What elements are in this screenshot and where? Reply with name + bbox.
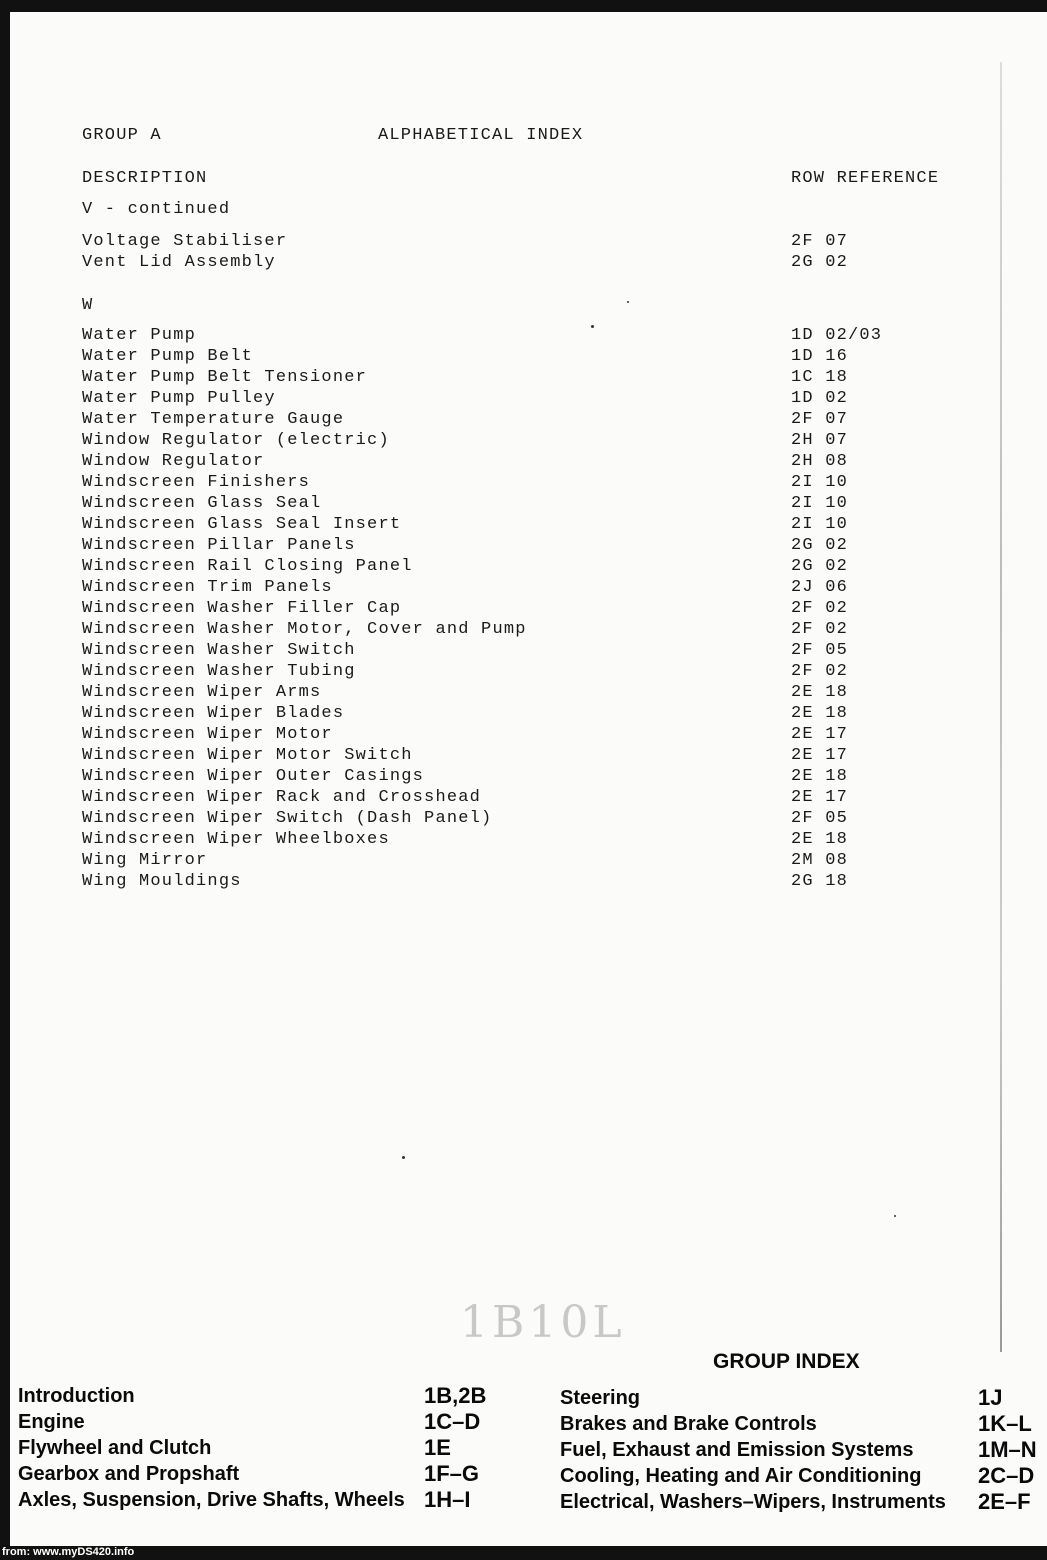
index-row-reference: 2F 02 bbox=[791, 599, 849, 618]
index-row bbox=[82, 829, 982, 850]
index-description: Windscreen Washer Switch bbox=[82, 641, 356, 660]
index-row bbox=[82, 682, 982, 703]
group-index-entry bbox=[18, 1409, 538, 1435]
index-row-reference: 2E 18 bbox=[791, 683, 849, 702]
index-description: Windscreen Trim Panels bbox=[82, 578, 333, 597]
index-row bbox=[82, 556, 982, 577]
group-index-code: 1C–D bbox=[424, 1409, 481, 1434]
index-row bbox=[82, 231, 982, 252]
index-row-reference: 2I 10 bbox=[791, 494, 849, 513]
column-header-row-reference: ROW REFERENCE bbox=[791, 169, 940, 188]
group-index-code: 1B,2B bbox=[424, 1383, 487, 1408]
source-footer: from: www.myDS420.info bbox=[2, 1546, 135, 1558]
document-page bbox=[10, 12, 1047, 1546]
index-description: Windscreen Finishers bbox=[82, 473, 311, 492]
index-row-reference: 2I 10 bbox=[791, 515, 849, 534]
group-index-entry bbox=[560, 1489, 1047, 1515]
index-row bbox=[82, 640, 982, 661]
group-index-label: Steering bbox=[560, 1387, 641, 1409]
group-index-code: 2E–F bbox=[978, 1489, 1031, 1514]
group-index-right-column bbox=[560, 1385, 1047, 1515]
index-description: Windscreen Wiper Rack and Crosshead bbox=[82, 788, 482, 807]
index-description: Windscreen Wiper Blades bbox=[82, 704, 345, 723]
index-description: Windscreen Wiper Switch (Dash Panel) bbox=[82, 809, 493, 828]
index-row bbox=[82, 871, 982, 892]
index-row bbox=[82, 493, 982, 514]
index-row-reference: 2E 17 bbox=[791, 746, 849, 765]
index-description: Water Temperature Gauge bbox=[82, 410, 345, 429]
index-row bbox=[82, 850, 982, 871]
index-row bbox=[82, 252, 982, 273]
index-row bbox=[82, 535, 982, 556]
group-index-code: 1F–G bbox=[424, 1461, 480, 1486]
index-row-reference: 2F 07 bbox=[791, 232, 849, 251]
index-description: Water Pump Belt Tensioner bbox=[82, 368, 368, 387]
scan-speck bbox=[402, 1156, 405, 1159]
index-row bbox=[82, 514, 982, 535]
group-index-label: Cooling, Heating and Air Conditioning bbox=[560, 1465, 922, 1487]
index-description: Wing Mouldings bbox=[82, 872, 242, 891]
index-row-reference: 2J 06 bbox=[791, 578, 849, 597]
index-row-reference: 1D 02/03 bbox=[791, 326, 883, 345]
index-row-reference: 2G 02 bbox=[791, 253, 849, 272]
index-row bbox=[82, 787, 982, 808]
index-row-reference: 2H 07 bbox=[791, 431, 849, 450]
scan-speck bbox=[627, 301, 629, 303]
index-description: Windscreen Glass Seal bbox=[82, 494, 322, 513]
group-index-label: Brakes and Brake Controls bbox=[560, 1413, 817, 1435]
index-row bbox=[82, 766, 982, 787]
index-row-reference: 2F 07 bbox=[791, 410, 849, 429]
index-description: Windscreen Glass Seal Insert bbox=[82, 515, 402, 534]
index-description: Windscreen Washer Tubing bbox=[82, 662, 356, 681]
index-row bbox=[82, 409, 982, 430]
index-row bbox=[82, 346, 982, 367]
group-index-code: 1K–L bbox=[978, 1411, 1032, 1436]
index-description: Water Pump bbox=[82, 326, 197, 345]
index-row-reference: 2F 02 bbox=[791, 662, 849, 681]
index-description: Water Pump Belt bbox=[82, 347, 254, 366]
index-row-reference: 1C 18 bbox=[791, 368, 849, 387]
index-description: Voltage Stabiliser bbox=[82, 232, 288, 251]
group-index-entry bbox=[560, 1463, 1047, 1489]
group-index-entry bbox=[560, 1385, 1047, 1411]
group-index-entry bbox=[560, 1437, 1047, 1463]
index-row-reference: 2G 02 bbox=[791, 557, 849, 576]
index-description: Window Regulator bbox=[82, 452, 265, 471]
group-index-code: 1J bbox=[978, 1385, 1003, 1410]
index-row bbox=[82, 325, 982, 346]
index-description: Windscreen Wiper Outer Casings bbox=[82, 767, 425, 786]
index-description: Windscreen Washer Motor, Cover and Pump bbox=[82, 620, 527, 639]
index-row-reference: 2E 18 bbox=[791, 830, 849, 849]
index-row bbox=[82, 577, 982, 598]
group-index-left-column bbox=[18, 1383, 538, 1513]
index-row bbox=[82, 619, 982, 640]
group-index-entry bbox=[18, 1461, 538, 1487]
index-description: Windscreen Wiper Motor bbox=[82, 725, 333, 744]
index-row-reference: 2E 18 bbox=[791, 767, 849, 786]
index-row bbox=[82, 472, 982, 493]
index-description: Windscreen Pillar Panels bbox=[82, 536, 356, 555]
group-index-code: 1M–N bbox=[978, 1437, 1037, 1462]
index-row bbox=[82, 367, 982, 388]
index-row-reference: 2G 02 bbox=[791, 536, 849, 555]
group-index-label: Fuel, Exhaust and Emission Systems bbox=[560, 1439, 914, 1461]
index-description: Vent Lid Assembly bbox=[82, 253, 276, 272]
index-row bbox=[82, 745, 982, 766]
index-row-reference: 1D 16 bbox=[791, 347, 849, 366]
group-index-label: Introduction bbox=[18, 1385, 135, 1407]
section-heading-v: V - continued bbox=[82, 200, 231, 219]
group-index-label: Gearbox and Propshaft bbox=[18, 1463, 240, 1485]
group-index-code: 1H–I bbox=[424, 1487, 471, 1512]
index-description: Windscreen Wiper Arms bbox=[82, 683, 322, 702]
group-index-entry bbox=[18, 1383, 538, 1409]
group-index-entry bbox=[560, 1411, 1047, 1437]
index-row bbox=[82, 430, 982, 451]
group-index-label: Axles, Suspension, Drive Shafts, Wheels bbox=[18, 1489, 405, 1511]
handwritten-note: 1B10L bbox=[460, 1297, 626, 1348]
group-label: GROUP A bbox=[82, 126, 162, 145]
index-description: Windscreen Wiper Wheelboxes bbox=[82, 830, 390, 849]
index-row bbox=[82, 808, 982, 829]
index-row bbox=[82, 388, 982, 409]
scan-speck bbox=[591, 325, 594, 328]
group-index-label: Electrical, Washers–Wipers, Instruments bbox=[560, 1491, 946, 1513]
index-row-reference: 1D 02 bbox=[791, 389, 849, 408]
index-row-reference: 2M 08 bbox=[791, 851, 849, 870]
index-row-reference: 2I 10 bbox=[791, 473, 849, 492]
index-row bbox=[82, 598, 982, 619]
index-row-reference: 2E 17 bbox=[791, 725, 849, 744]
index-description: Water Pump Pulley bbox=[82, 389, 276, 408]
index-row-reference: 2F 02 bbox=[791, 620, 849, 639]
page-title: ALPHABETICAL INDEX bbox=[378, 126, 584, 145]
index-list-w bbox=[82, 325, 982, 892]
index-row-reference: 2G 18 bbox=[791, 872, 849, 891]
group-index-label: Flywheel and Clutch bbox=[18, 1437, 212, 1459]
group-index-code: 1E bbox=[424, 1435, 451, 1460]
group-index-entry bbox=[18, 1435, 538, 1461]
index-description: Window Regulator (electric) bbox=[82, 431, 390, 450]
index-description: Windscreen Washer Filler Cap bbox=[82, 599, 402, 618]
group-index-entry bbox=[18, 1487, 538, 1513]
group-index-label: Engine bbox=[18, 1411, 85, 1433]
index-list-v bbox=[82, 231, 982, 273]
index-row bbox=[82, 724, 982, 745]
index-row bbox=[82, 661, 982, 682]
group-index-code: 2C–D bbox=[978, 1463, 1035, 1488]
index-row-reference: 2E 18 bbox=[791, 704, 849, 723]
scan-speck bbox=[894, 1215, 896, 1217]
column-header-description: DESCRIPTION bbox=[82, 169, 208, 188]
scan-shadow-line bbox=[1000, 62, 1002, 1352]
index-row bbox=[82, 451, 982, 472]
section-heading-w: W bbox=[82, 296, 94, 315]
index-description: Windscreen Rail Closing Panel bbox=[82, 557, 413, 576]
index-row-reference: 2E 17 bbox=[791, 788, 849, 807]
index-description: Windscreen Wiper Motor Switch bbox=[82, 746, 413, 765]
index-row-reference: 2H 08 bbox=[791, 452, 849, 471]
index-row bbox=[82, 703, 982, 724]
index-row-reference: 2F 05 bbox=[791, 809, 849, 828]
index-description: Wing Mirror bbox=[82, 851, 208, 870]
index-row-reference: 2F 05 bbox=[791, 641, 849, 660]
group-index-title: GROUP INDEX bbox=[713, 1350, 860, 1373]
